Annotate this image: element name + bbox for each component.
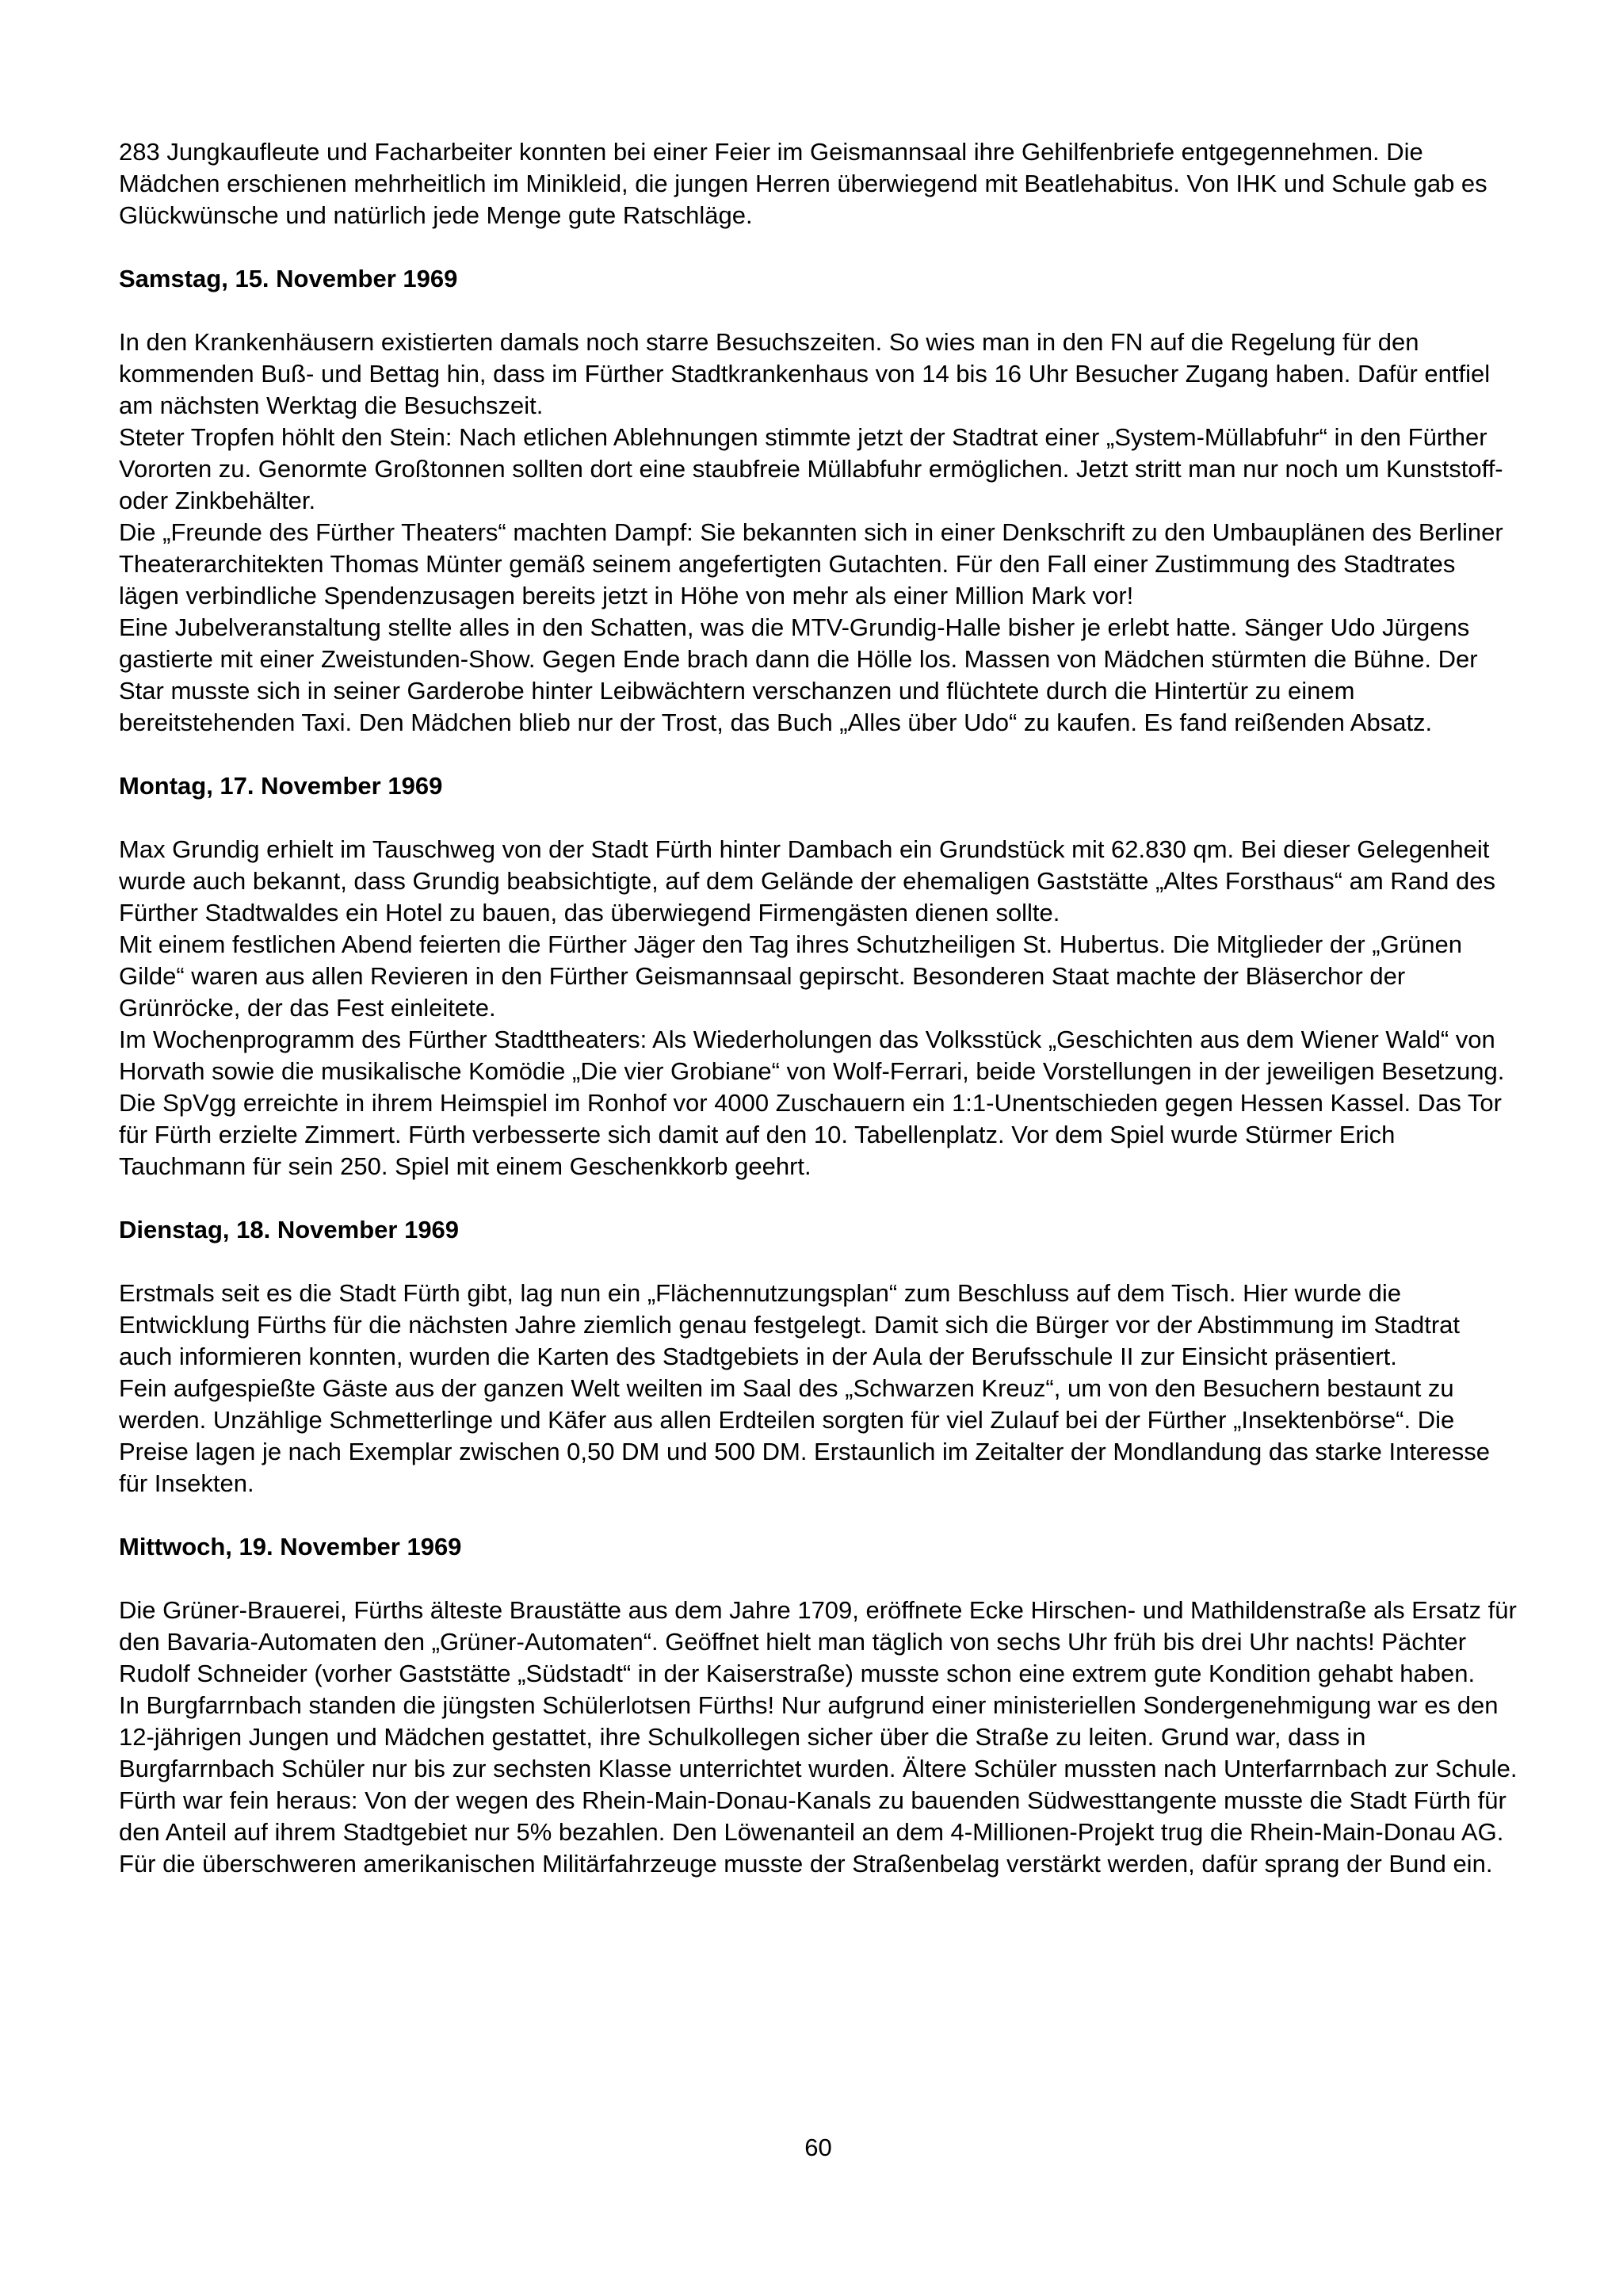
paragraph: Fein aufgespießte Gäste aus der ganzen Welt weilten im Saal des „Schwarzen Kreuz“, um von den Besuchern bestaunt zu werden. Unzählige Schmetterlinge und Käfer aus allen Erdteilen sorgten für viel Zulauf bei der Fürther „Insektenbörse“. Die Preise lagen je nach Exemplar zwischen 0,50 DM und 500 DM. Erstaunlich im Zeitalter der Mondlandung das starke Interesse für Insekten. [119,1374,1490,1497]
paragraph: Die Grüner-Brauerei, Fürths älteste Braustätte aus dem Jahre 1709, eröffnete Ecke Hirschen- und Mathildenstraße als Ersatz für den Bavaria-Automaten den „Grüner-Automaten“. Geöffnet hielt man täglich von sechs Uhr früh bis drei Uhr nachts! Pächter Rudolf Schneider (vorher Gaststätte „Südstadt“ in der Kaiserstraße) musste schon eine extrem gute Kondition gehabt haben. [119,1596,1517,1687]
paragraph: Fürth war fein heraus: Von der wegen des Rhein-Main-Donau-Kanals zu bauenden Südwesttangente musste die Stadt Fürth für den Anteil auf ihrem Stadtgebiet nur 5% bezahlen. Den Löwenanteil an dem 4-Millionen-Projekt trug die Rhein-Main-Donau AG. Für die überschweren amerikanischen Militärfahrzeuge musste der Straßenbelag verstärkt werden, dafür sprang der Bund ein. [119,1786,1507,1878]
section-heading: Samstag, 15. November 1969 [119,265,458,292]
paragraph: In Burgfarrnbach standen die jüngsten Schülerlotsen Fürths! Nur aufgrund einer ministeriellen Sondergenehmigung war es den 12-jährigen Jungen und Mädchen gestattet, ihre Schulkollegen sicher über die Straße zu leiten. Grund war, dass in Burgfarrnbach Schüler nur bis zur sechsten Klasse unterrichtet wurden. Ältere Schüler mussten nach Unterfarrnbach zur Schule. [119,1691,1518,1782]
paragraph: Die „Freunde des Fürther Theaters“ machten Dampf: Sie bekannten sich in einer Denkschrift zu den Umbauplänen des Berliner Theaterarchitekten Thomas Münter gemäß seinem angefertigten Gutachten. Für den Fall einer Zustimmung des Stadtrates lägen verbindliche Spendenzusagen bereits jetzt in Höhe von mehr als einer Million Mark vor! [119,518,1503,609]
paragraph: Im Wochenprogramm des Fürther Stadttheaters: Als Wiederholungen das Volksstück „Geschichten aus dem Wiener Wald“ von Horvath sowie die musikalische Komödie „Die vier Grobiane“ von Wolf-Ferrari, beide Vorstellungen in der jeweiligen Besetzung. [119,1026,1505,1085]
page-number: 60 [804,2134,832,2161]
document-content [119,136,1518,1880]
section-heading: Dienstag, 18. November 1969 [119,1216,460,1244]
paragraph: Max Grundig erhielt im Tauschweg von der Stadt Fürth hinter Dambach ein Grundstück mit 62.830 qm. Bei dieser Gelegenheit wurde auch bekannt, dass Grundig beabsichtigte, auf dem Gelände der ehemaligen Gaststätte „Altes Forsthaus“ am Rand des Fürther Stadtwaldes ein Hotel zu bauen, das überwiegend Firmengästen dienen sollte. [119,835,1495,926]
paragraph: Mit einem festlichen Abend feierten die Fürther Jäger den Tag ihres Schutzheiligen St. Hubertus. Die Mitglieder der „Grünen Gilde“ waren aus allen Revieren in den Fürther Geismannsaal gepirscht. Besonderen Staat machte der Bläserchor der Grünröcke, der das Fest einleitete. [119,930,1462,1022]
paragraph: In den Krankenhäusern existierten damals noch starre Besuchszeiten. So wies man in den FN auf die Regelung für den kommenden Buß- und Bettag hin, dass im Fürther Stadtkrankenhaus von 14 bis 16 Uhr Besucher Zugang haben. Dafür entfiel am nächsten Werktag die Besuchszeit. [119,328,1491,419]
section-heading: Montag, 17. November 1969 [119,772,443,800]
paragraph: Die SpVgg erreichte in ihrem Heimspiel im Ronhof vor 4000 Zuschauern ein 1:1-Unentschieden gegen Hessen Kassel. Das Tor für Fürth erzielte Zimmert. Fürth verbesserte sich damit auf den 10. Tabellenplatz. Vor dem Spiel wurde Stürmer Erich Tauchmann für sein 250. Spiel mit einem Geschenkkorb geehrt. [119,1089,1502,1180]
paragraph: 283 Jungkaufleute und Facharbeiter konnten bei einer Feier im Geismannsaal ihre Gehilfenbriefe entgegennehmen. Die Mädchen erschienen mehrheitlich im Minikleid, die jungen Herren überwiegend mit Beatlehabitus. Von IHK und Schule gab es Glückwünsche und natürlich jede Menge gute Ratschläge. [119,138,1487,229]
paragraph: Steter Tropfen höhlt den Stein: Nach etlichen Ablehnungen stimmte jetzt der Stadtrat einer „System-Müllabfuhr“ in den Fürther Vororten zu. Genormte Großtonnen sollten dort eine staubfreie Müllabfuhr ermöglichen. Jetzt stritt man nur noch um Kunststoff- oder Zinkbehälter. [119,423,1503,514]
paragraph: Eine Jubelveranstaltung stellte alles in den Schatten, was die MTV-Grundig-Halle bisher je erlebt hatte. Sänger Udo Jürgens gastierte mit einer Zweistunden-Show. Gegen Ende brach dann die Hölle los. Massen von Mädchen stürmten die Bühne. Der Star musste sich in seiner Garderobe hinter Leibwächtern verschanzen und flüchtete durch die Hintertür zu einem bereitstehenden Taxi. Den Mädchen blieb nur der Trost, das Buch „Alles über Udo“ zu kaufen. Es fand reißenden Absatz. [119,613,1478,736]
paragraph: Erstmals seit es die Stadt Fürth gibt, lag nun ein „Flächennutzungsplan“ zum Beschluss auf dem Tisch. Hier wurde die Entwicklung Fürths für die nächsten Jahre ziemlich genau festgelegt. Damit sich die Bürger vor der Abstimmung im Stadtrat auch informieren konnten, wurden die Karten des Stadtgebiets in der Aula der Berufsschule II zur Einsicht präsentiert. [119,1279,1461,1370]
section-heading: Mittwoch, 19. November 1969 [119,1533,462,1561]
